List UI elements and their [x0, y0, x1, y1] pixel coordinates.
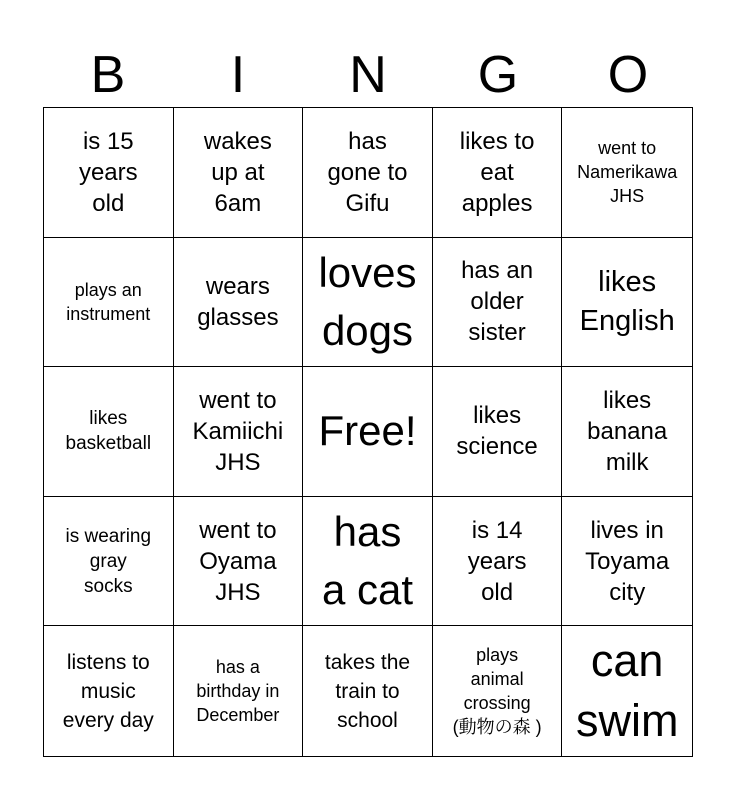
bingo-cell[interactable] [303, 497, 433, 627]
bingo-cell[interactable] [174, 626, 304, 756]
cell-text: plays animal crossing (動物の森 ) [452, 645, 542, 738]
bingo-cell[interactable] [562, 367, 692, 497]
cell-text: likes basketball [65, 408, 152, 455]
cell-text: can swim [575, 635, 679, 747]
cell-text: likes science [456, 402, 538, 461]
bingo-cell[interactable] [44, 367, 174, 497]
bingo-cell[interactable] [44, 626, 174, 756]
bingo-cell[interactable] [562, 238, 692, 368]
cell-text: has gone to Gifu [327, 127, 408, 217]
bingo-cell[interactable] [44, 108, 174, 238]
cell-text: is 14 years old [467, 516, 527, 606]
bingo-cell[interactable] [174, 108, 304, 238]
free-space-text: Free! [318, 407, 417, 455]
cell-text: has a cat [321, 508, 414, 614]
bingo-cell[interactable] [562, 626, 692, 756]
bingo-cell[interactable] [174, 238, 304, 368]
bingo-cell[interactable] [433, 367, 563, 497]
bingo-cell[interactable] [433, 238, 563, 368]
bingo-cell[interactable] [303, 626, 433, 756]
cell-text: plays an instrument [66, 279, 151, 324]
header-letter-n: N [349, 46, 387, 104]
header-letter-o: O [607, 46, 649, 104]
cell-text: wakes up at 6am [203, 127, 272, 217]
bingo-grid [43, 107, 693, 757]
cell-text: went to Oyama JHS [199, 516, 277, 606]
header-letter-g: G [477, 46, 519, 104]
cell-text: likes banana milk [587, 386, 668, 476]
header-letter-b: B [90, 46, 126, 104]
bingo-cell[interactable] [174, 367, 304, 497]
cell-text: lives in Toyama city [585, 516, 670, 606]
cell-text: went to Namerikawa JHS [577, 138, 678, 207]
bingo-cell[interactable] [562, 108, 692, 238]
cell-text: takes the train to school [324, 650, 411, 732]
bingo-cell[interactable] [44, 497, 174, 627]
cell-text: likes English [579, 265, 675, 337]
free-space-cell[interactable] [303, 367, 433, 497]
cell-text: likes to eat apples [459, 127, 535, 217]
cell-text: loves dogs [318, 248, 417, 354]
cell-text: listens to music every day [62, 650, 154, 732]
bingo-cell[interactable] [174, 497, 304, 627]
cell-text: is wearing gray socks [65, 525, 152, 597]
bingo-cell[interactable] [562, 497, 692, 627]
cell-text: wears glasses [197, 272, 279, 331]
cell-text: is 15 years old [78, 127, 138, 217]
header-letter-i: I [230, 46, 246, 104]
bingo-cell[interactable] [433, 108, 563, 238]
cell-text: went to Kamiichi JHS [192, 386, 284, 476]
bingo-cell[interactable] [433, 497, 563, 627]
bingo-header [43, 42, 693, 108]
bingo-cell[interactable] [44, 238, 174, 368]
bingo-cell[interactable] [303, 238, 433, 368]
cell-text: has a birthday in December [196, 657, 280, 726]
bingo-cell[interactable] [303, 108, 433, 238]
cell-text: has an older sister [461, 257, 534, 347]
bingo-cell[interactable] [433, 626, 563, 756]
